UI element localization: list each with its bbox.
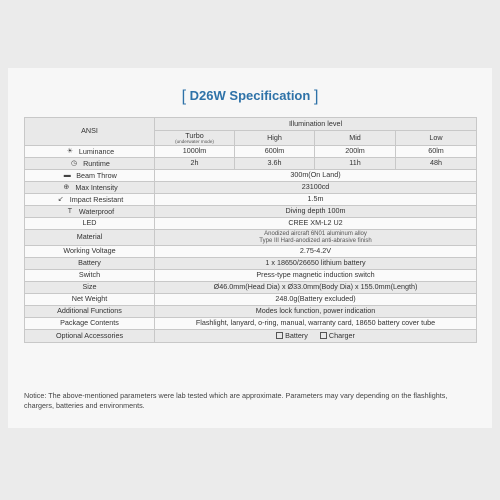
cell-value: 1000lm [182,146,207,156]
value-cell [155,170,477,182]
row-label: Switch [78,270,101,280]
cell-value: CREE XM-L2 U2 [288,218,343,228]
row-label: Runtime [83,158,110,168]
cell-value: Flashlight, lanyard, o-ring, manual, warranty card, 18650 battery cover tube [195,318,436,328]
cell-value: 200lm [345,146,365,156]
row-label-cell [25,206,155,218]
specification-table [24,117,477,343]
mode-name: Low [429,132,443,142]
table-row [25,146,477,158]
table-row [25,194,477,206]
row-label-wrap [61,184,117,192]
value-cell [155,230,477,246]
table-row [25,182,477,194]
table-row [25,170,477,182]
value-cell [155,294,477,306]
row-label-cell [25,270,155,282]
mode-header-turbo [155,131,235,146]
cell-value-line2: Type III Hard-anodized anti-abrasive finish [259,237,372,244]
row-label: Package Contents [60,318,119,328]
notice-text: Notice: The above-mentioned parameters were lab tested which are approximate. Parameters may vary depending on the flashlights, chargers, batteries and environments. [24,391,448,410]
impact-resistant-icon: ↙ [57,195,64,203]
table-row [25,118,477,131]
row-label-wrap [65,208,114,216]
value-cell [155,146,235,158]
table-row [25,318,477,330]
row-label-cell [25,218,155,230]
row-label-cell [25,306,155,318]
left-bracket-icon: [ [181,88,187,105]
row-label: LED [82,218,97,228]
beam-throw-icon: ▬ [63,171,71,179]
cell-value: Press-type magnetic induction switch [256,270,375,280]
cell-value: 300m(On Land) [290,170,341,180]
row-label-cell [25,258,155,270]
ansi-label: ANSI [81,126,98,136]
row-label: Optional Accessories [55,330,124,340]
checkbox-icon [320,332,327,339]
value-cell [315,158,396,170]
value-cell [155,318,477,330]
value-cell [235,146,315,158]
mode-note: (underwater mode) [175,138,214,144]
table-row [25,258,477,270]
table-row [25,246,477,258]
value-cell [155,182,477,194]
row-label-wrap [69,160,110,168]
row-label: Luminance [78,146,115,156]
row-label: Battery [78,258,101,268]
row-label-cell [25,318,155,330]
accessory-option [320,331,355,340]
mode-header-mid [315,131,396,146]
mode-header-high [235,131,315,146]
row-label: Net Weight [71,294,108,304]
value-cell [155,330,477,343]
cell-value: 48h [430,158,442,168]
illumination-level-label: Illumination level [288,118,343,128]
cell-value: 2h [190,158,199,168]
row-label-cell [25,170,155,182]
value-cell [396,146,477,158]
accessory-label: Charger [328,330,355,340]
value-cell [315,146,396,158]
waterproof-icon: T [67,207,72,215]
row-label: Additional Functions [57,306,122,316]
row-label-wrap [56,196,124,204]
row-label-cell [25,194,155,206]
cell-value: 60lm [428,146,444,156]
row-label: Beam Throw [76,170,117,180]
mode-name: Mid [349,132,361,142]
value-cell [155,158,235,170]
table-row [25,230,477,246]
cell-value: 1 x 18650/26650 lithium battery [265,258,366,268]
row-label-wrap [65,148,114,156]
value-cell [155,306,477,318]
page-title [0,88,500,106]
row-label-cell [25,246,155,258]
cell-value: Diving depth 100m [285,206,346,216]
row-label: Max Intensity [75,182,118,192]
table-row [25,294,477,306]
cell-value: 600lm [264,146,285,156]
row-label-cell [25,330,155,343]
row-label-cell [25,182,155,194]
accessory-label: Battery [285,330,308,340]
checkbox-icon [276,332,283,339]
table-row [25,218,477,230]
cell-value: Modes lock function, power indication [255,306,376,316]
cell-value: 2.75-4.2V [299,246,332,256]
table-row [25,206,477,218]
row-label-cell [25,294,155,306]
value-cell [396,158,477,170]
clock-icon: ◷ [71,159,78,167]
cell-value: Anodized aircraft 6N01 aluminum alloy [264,230,367,237]
row-label-cell [25,230,155,246]
value-cell [235,158,315,170]
value-cell [155,246,477,258]
ansi-header-cell [25,118,155,146]
row-label: Waterproof [78,206,115,216]
mode-name: Turbo [185,130,204,140]
row-label-cell [25,146,155,158]
table-row [25,306,477,318]
right-bracket-icon: ] [313,88,319,105]
value-cell [155,258,477,270]
row-label-wrap [62,172,117,180]
value-cell [155,218,477,230]
row-label: Working Voltage [63,246,116,256]
cell-value: 23100cd [301,182,330,192]
cell-value: 11h [349,158,361,168]
title-text: D26W Specification [189,88,311,103]
row-label: Size [82,282,97,292]
row-label-cell [25,282,155,294]
max-intensity-icon: ⊕ [63,183,70,191]
cell-value: 248.0g(Battery excluded) [275,294,356,304]
cell-value: 3.6h [267,158,282,168]
value-cell [155,270,477,282]
table-row [25,282,477,294]
table-row [25,270,477,282]
row-label-cell [25,158,155,170]
cell-value: 1.5m [307,194,324,204]
luminance-icon: ☀ [66,147,74,155]
mode-name: High [267,132,282,142]
value-cell [155,282,477,294]
row-label: Impact Resistant [69,194,124,204]
accessory-option [276,331,308,340]
value-cell [155,194,477,206]
table-row [25,158,477,170]
cell-value: Ø46.0mm(Head Dia) x Ø33.0mm(Body Dia) x 155.0mm(Length) [213,282,418,292]
row-label: Material [76,232,103,242]
table-row [25,330,477,343]
value-cell [155,206,477,218]
illumination-level-header [155,118,477,131]
mode-header-low [396,131,477,146]
